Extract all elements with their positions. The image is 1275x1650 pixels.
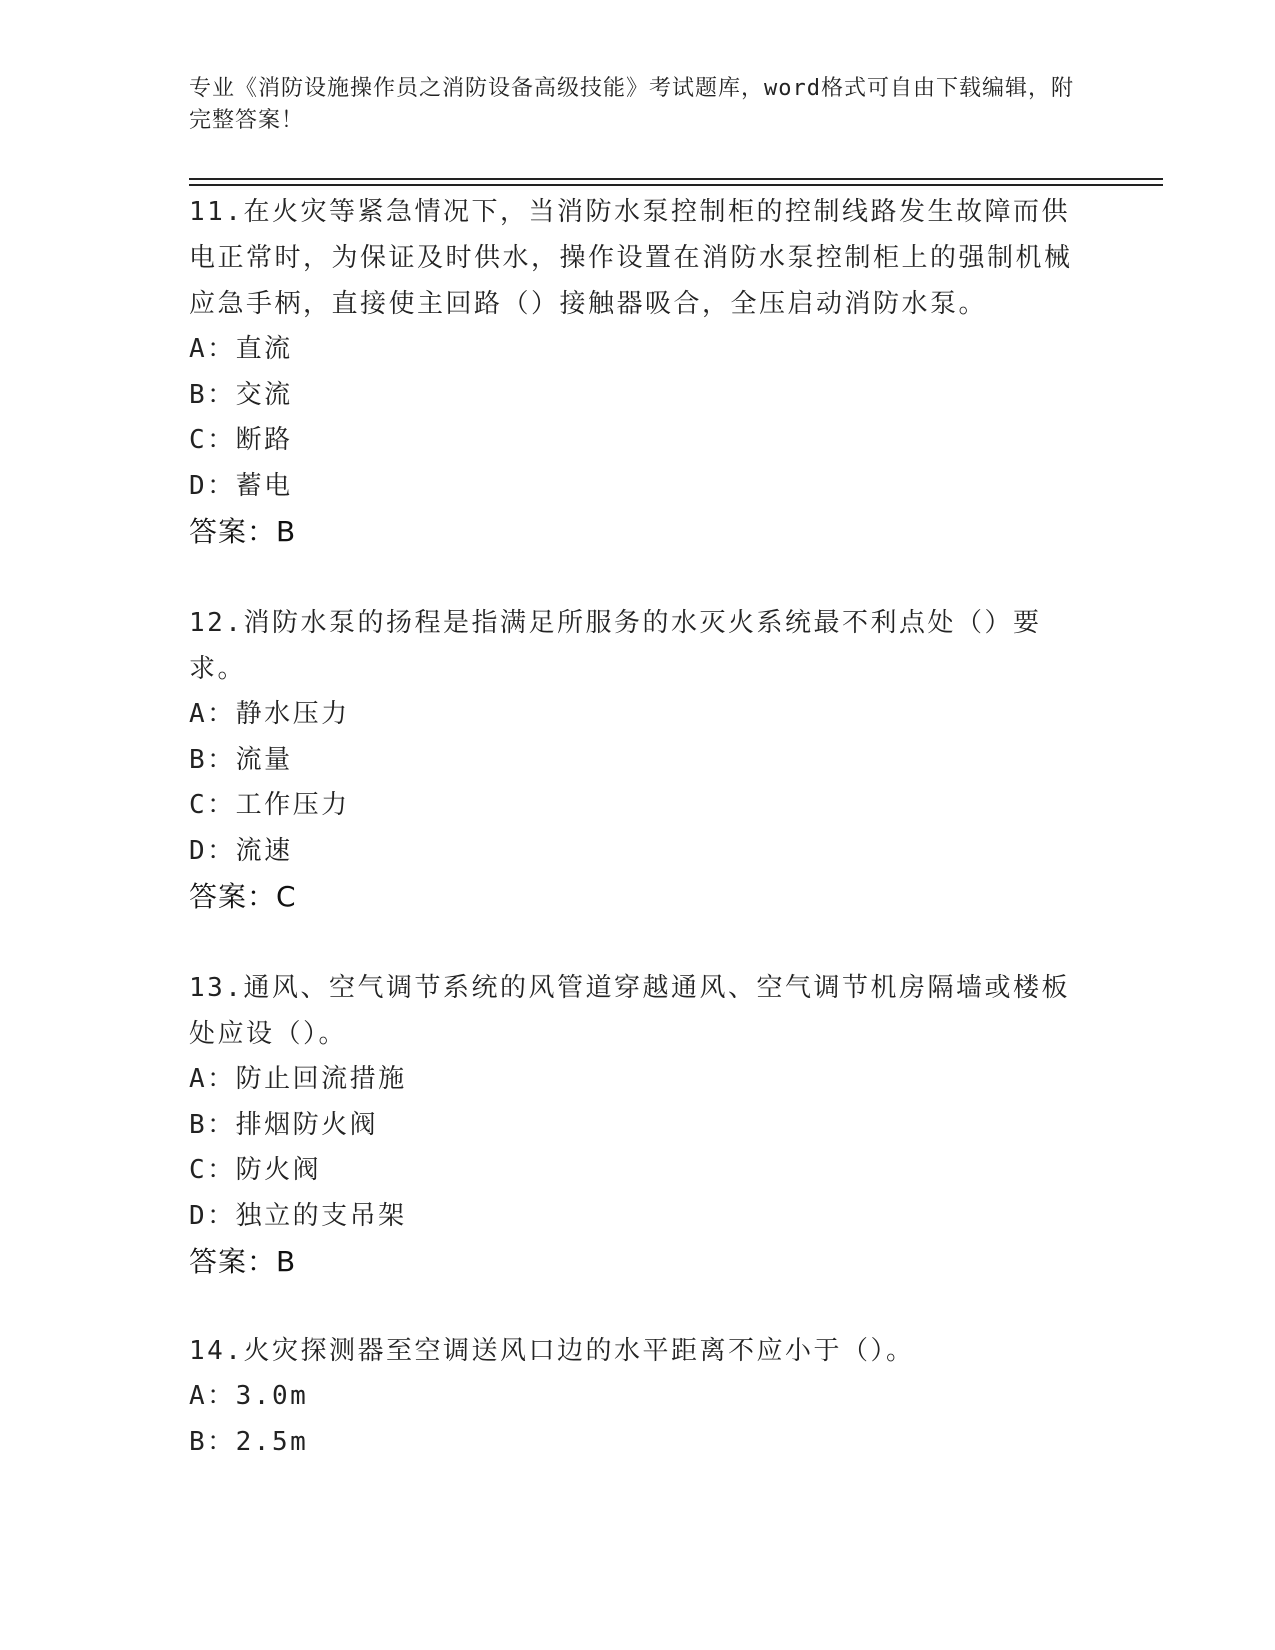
question-stem: 14.火灾探测器至空调送风口边的水平距离不应小于（）。: [189, 1336, 915, 1366]
option-letter: B：: [189, 379, 236, 410]
option-d: [189, 1194, 1089, 1240]
option-text: 流速: [235, 835, 293, 866]
option-letter: C：: [189, 790, 236, 820]
option-b: [189, 1420, 1089, 1466]
answer-label: 答案：C: [189, 880, 297, 913]
question-stem: 11.在火灾等紧急情况下，当消防水泵控制柜的控制线路发生故障而供电正常时，为保证及时供水，操作设置在消防水泵控制柜上的强制机械应急手柄，直接使主回路（）接触器吸合，全压启动消防水泵。: [189, 197, 1073, 319]
option-c: [189, 418, 1089, 464]
option-a: [189, 692, 1089, 738]
question-14: [189, 1328, 1089, 1465]
option-text: 2.5m: [235, 1426, 309, 1457]
option-a: [189, 327, 1089, 373]
option-letter: D：: [189, 835, 236, 866]
option-letter: C：: [189, 1155, 236, 1185]
option-letter: A：: [189, 334, 236, 364]
option-letter: A：: [189, 1381, 236, 1411]
option-a: [189, 1374, 1089, 1420]
question-stem: 12.消防水泵的扬程是指满足所服务的水灭火系统最不利点处（）要求。: [189, 608, 1042, 684]
question-12: [189, 600, 1089, 920]
header-divider-bottom: [189, 184, 1163, 186]
option-b: [189, 738, 1089, 784]
option-letter: D：: [189, 1200, 236, 1231]
option-text: 3.0m: [235, 1381, 309, 1411]
option-letter: A：: [189, 1064, 236, 1094]
option-text: 蓄电: [235, 470, 293, 501]
option-letter: B：: [189, 1109, 236, 1140]
option-letter: B：: [189, 1426, 236, 1457]
option-text: 工作压力: [235, 790, 350, 820]
option-c: [189, 783, 1089, 829]
option-a: [189, 1057, 1089, 1103]
option-b: [189, 373, 1089, 419]
option-text: 断路: [235, 425, 293, 455]
question-stem: 13.通风、空气调节系统的风管道穿越通风、空气调节机房隔墙或楼板处应设（）。: [189, 973, 1070, 1049]
option-text: 交流: [235, 379, 293, 410]
option-d: [189, 464, 1089, 510]
option-text: 防火阀: [235, 1155, 322, 1185]
option-d: [189, 829, 1089, 875]
question-13: [189, 965, 1089, 1285]
option-letter: A：: [189, 699, 236, 729]
option-letter: D：: [189, 470, 236, 501]
document-description: 专业《消防设施操作员之消防设备高级技能》考试题库，word格式可自由下载编辑，附完整答案！: [189, 76, 1074, 133]
header-divider-top: [189, 178, 1163, 180]
option-text: 防止回流措施: [235, 1064, 407, 1094]
option-text: 流量: [235, 744, 293, 775]
option-text: 静水压力: [235, 699, 350, 729]
option-letter: C：: [189, 425, 236, 455]
question-11: [189, 189, 1089, 555]
answer-label: 答案：B: [189, 515, 297, 548]
option-b: [189, 1103, 1089, 1149]
option-c: [189, 1148, 1089, 1194]
answer-label: 答案：B: [189, 1245, 297, 1278]
option-letter: B：: [189, 744, 236, 775]
option-text: 排烟防火阀: [235, 1109, 379, 1140]
option-text: 直流: [235, 334, 293, 364]
option-text: 独立的支吊架: [235, 1200, 407, 1231]
